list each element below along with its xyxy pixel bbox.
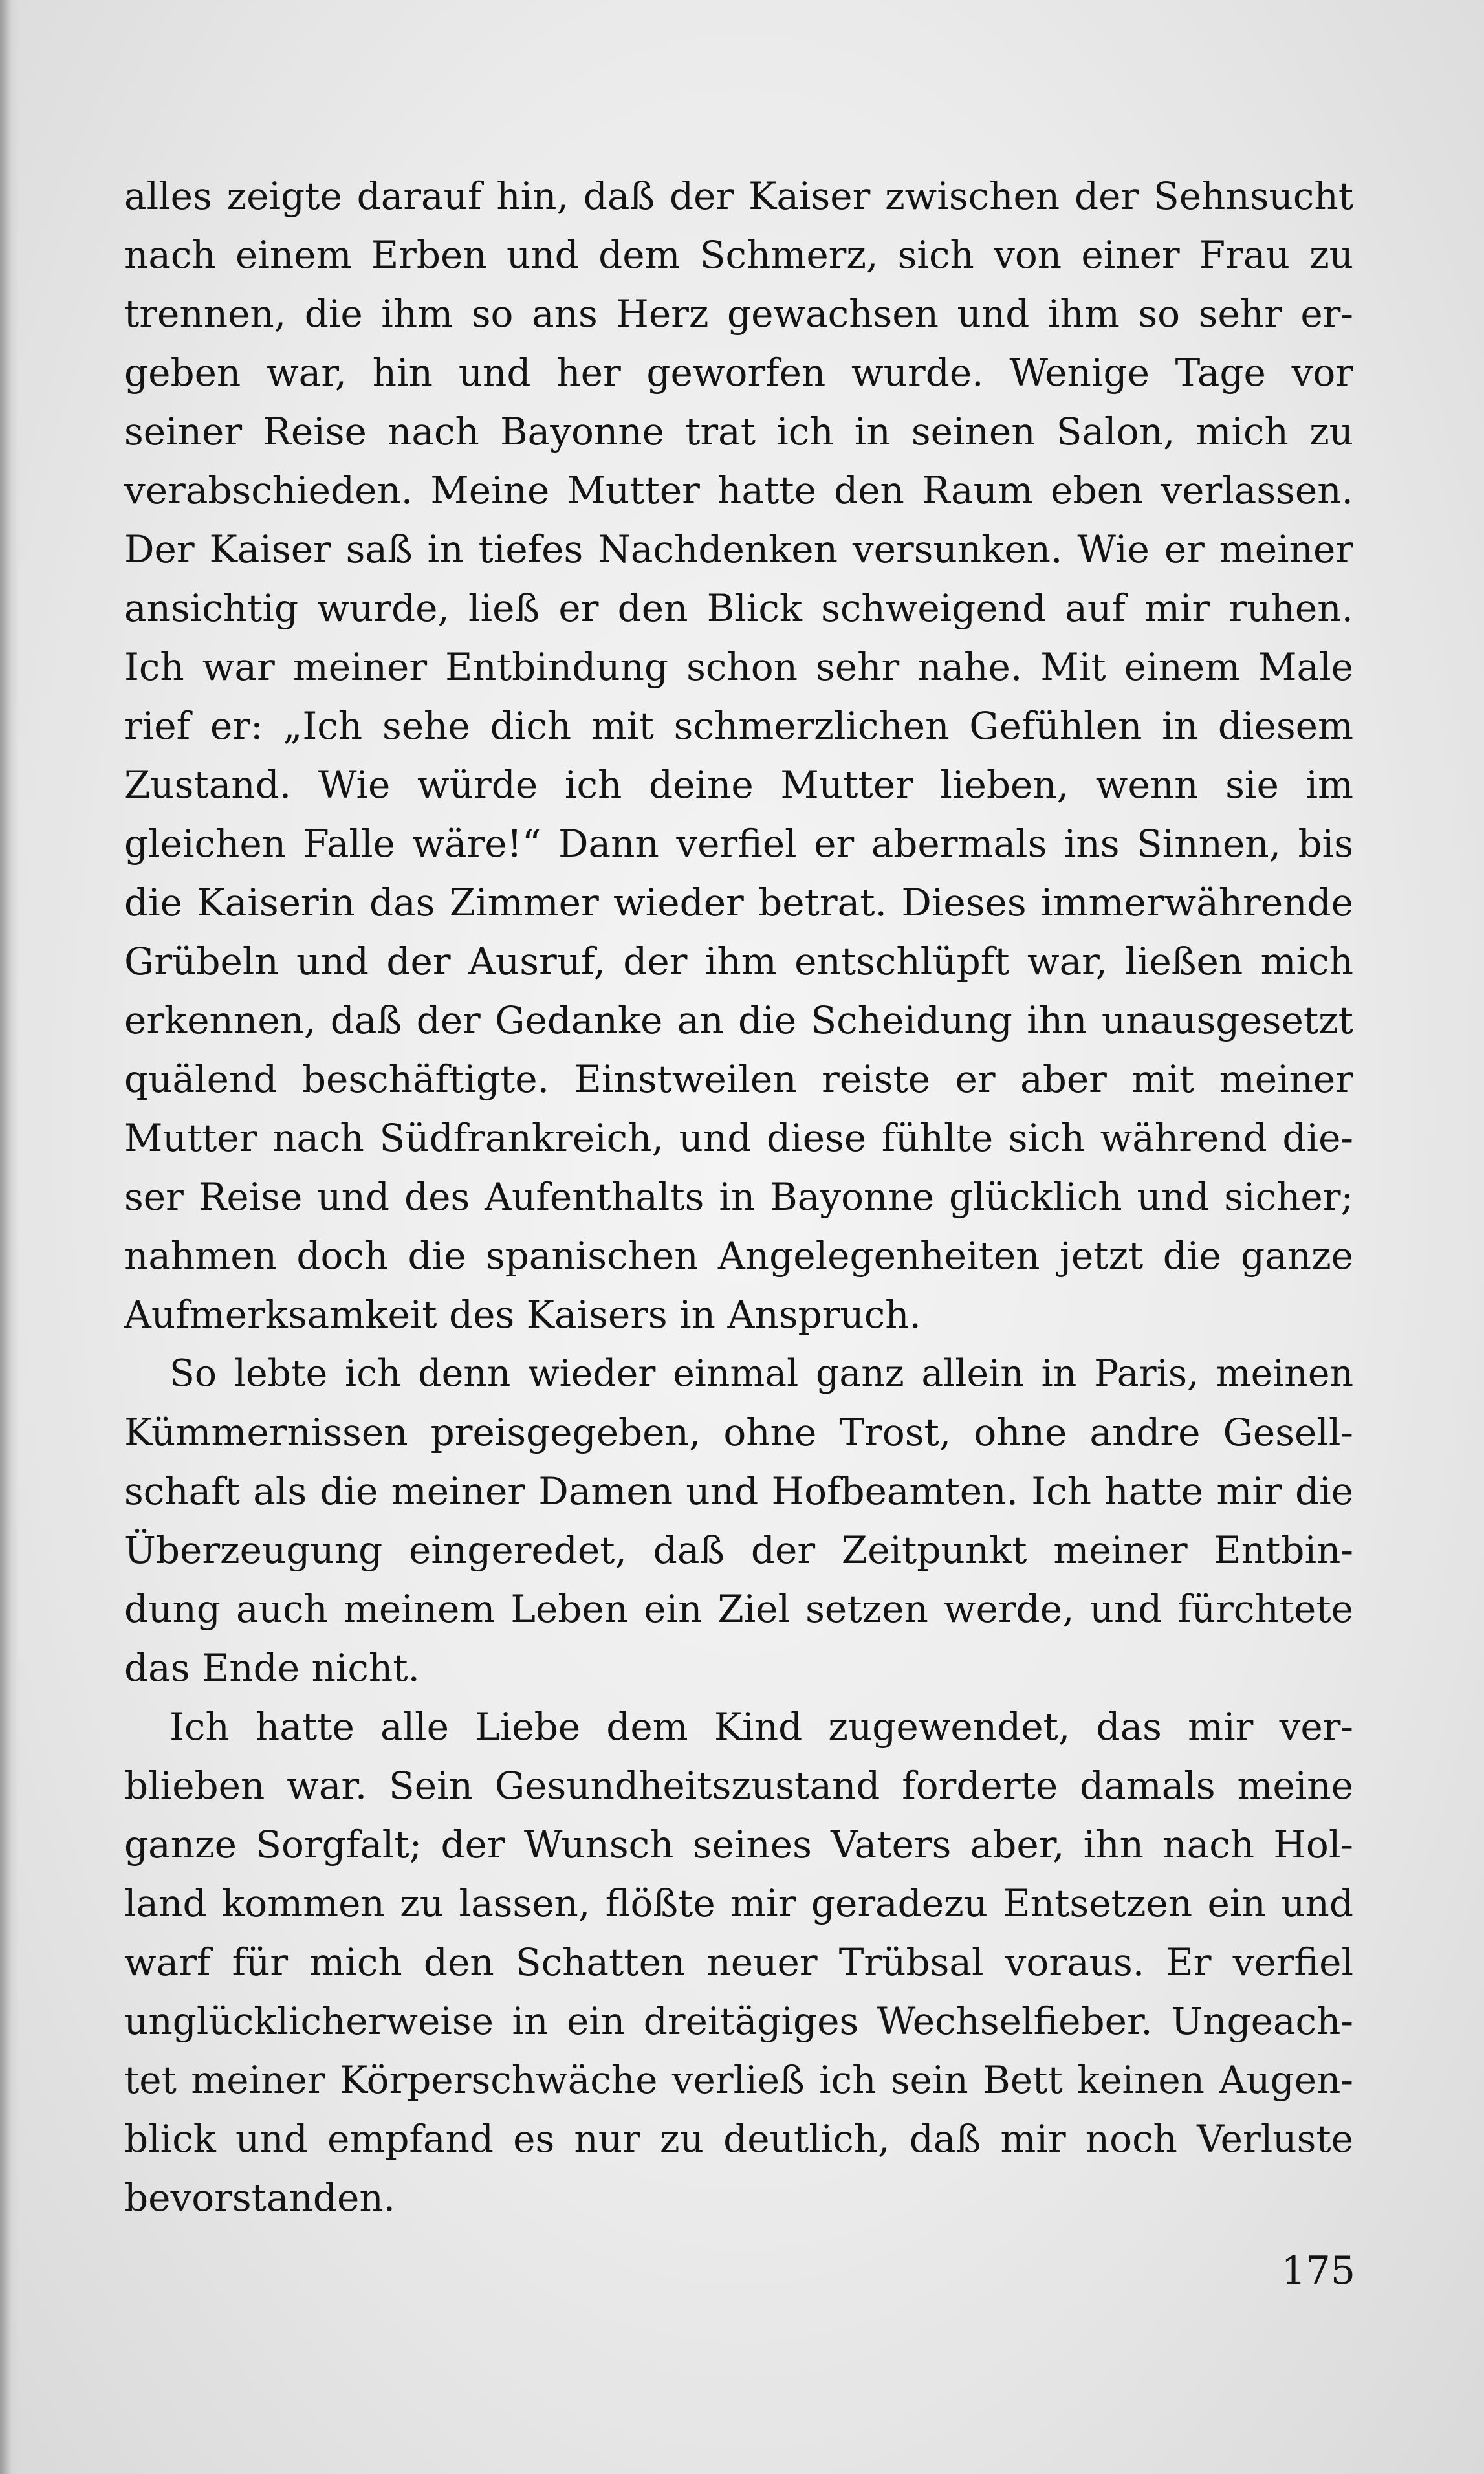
text-line: die Kaiserin das Zimmer wieder betrat. Dieses immerwährende	[124, 881, 1353, 925]
text-line: warf für mich den Schatten neuer Trübsal voraus. Er verfiel	[124, 1940, 1353, 1984]
text-line: unglücklicherweise in ein dreitägiges Wechselfieber. Ungeach-	[124, 1999, 1353, 2043]
page-number: 175	[1281, 2248, 1355, 2293]
text-line: dung auch meinem Leben ein Ziel setzen werde, und fürchtete	[124, 1587, 1353, 1631]
text-line: das Ende nicht.	[124, 1646, 420, 1690]
text-line: nach einem Erben und dem Schmerz, sich von einer Frau zu	[124, 233, 1353, 277]
text-line: quälend beschäftigte. Einstweilen reiste er aber mit meiner	[124, 1057, 1353, 1101]
text-line: Überzeugung eingeredet, daß der Zeitpunkt meiner Entbin-	[124, 1528, 1353, 1572]
text-line: alles zeigte darauf hin, daß der Kaiser zwischen der Sehnsucht	[124, 174, 1353, 218]
text-line: blick und empfand es nur zu deutlich, daß mir noch Verluste	[124, 2117, 1353, 2161]
text-line: Ich hatte alle Liebe dem Kind zugewendet, das mir ver-	[169, 1705, 1353, 1749]
text-line: ganze Sorgfalt; der Wunsch seines Vaters aber, ihn nach Hol-	[124, 1823, 1353, 1866]
text-line: nahmen doch die spanischen Angelegenheiten jetzt die ganze	[124, 1234, 1353, 1278]
page-binding-edge	[0, 0, 19, 2474]
text-line: trennen, die ihm so ans Herz gewachsen und ihm so sehr er-	[124, 292, 1353, 336]
text-line: land kommen zu lassen, flößte mir geradezu Entsetzen ein und	[124, 1881, 1353, 1925]
text-line: Ich war meiner Entbindung schon sehr nahe. Mit einem Male	[124, 645, 1353, 689]
text-line: seiner Reise nach Bayonne trat ich in seinen Salon, mich zu	[124, 410, 1353, 454]
text-line: bevorstanden.	[124, 2176, 396, 2220]
text-line: blieben war. Sein Gesundheitszustand forderte damals meine	[124, 1764, 1353, 1808]
text-line: rief er: „Ich sehe dich mit schmerzlichen Gefühlen in diesem	[124, 704, 1353, 748]
text-line: Grübeln und der Ausruf, der ihm entschlüpft war, ließen mich	[124, 939, 1353, 983]
text-line: Der Kaiser saß in tiefes Nachdenken versunken. Wie er meiner	[124, 527, 1353, 571]
text-line: verabschieden. Meine Mutter hatte den Raum eben verlassen.	[124, 468, 1353, 512]
text-line: gleichen Falle wäre!“ Dann verfiel er abermals ins Sinnen, bis	[124, 822, 1353, 866]
text-line: Mutter nach Südfrankreich, und diese fühlte sich während die-	[124, 1116, 1353, 1160]
text-line: Kümmernissen preisgegeben, ohne Trost, ohne andre Gesell-	[124, 1410, 1353, 1454]
text-line: Zustand. Wie würde ich deine Mutter lieben, wenn sie im	[124, 763, 1353, 807]
text-line: ser Reise und des Aufenthalts in Bayonne glücklich und sicher;	[124, 1175, 1353, 1219]
text-line: erkennen, daß der Gedanke an die Scheidung ihn unausgesetzt	[124, 998, 1353, 1042]
text-line: So lebte ich denn wieder einmal ganz allein in Paris, meinen	[169, 1352, 1353, 1395]
text-line: geben war, hin und her geworfen wurde. Wenige Tage vor	[124, 351, 1353, 395]
text-line: schaft als die meiner Damen und Hofbeamten. Ich hatte mir die	[124, 1469, 1353, 1513]
text-line: tet meiner Körperschwäche verließ ich sein Bett keinen Augen-	[124, 2058, 1353, 2102]
text-line: ansichtig wurde, ließ er den Blick schweigend auf mir ruhen.	[124, 586, 1353, 630]
body-text	[124, 167, 1353, 2228]
text-line: Aufmerksamkeit des Kaisers in Anspruch.	[124, 1293, 921, 1337]
